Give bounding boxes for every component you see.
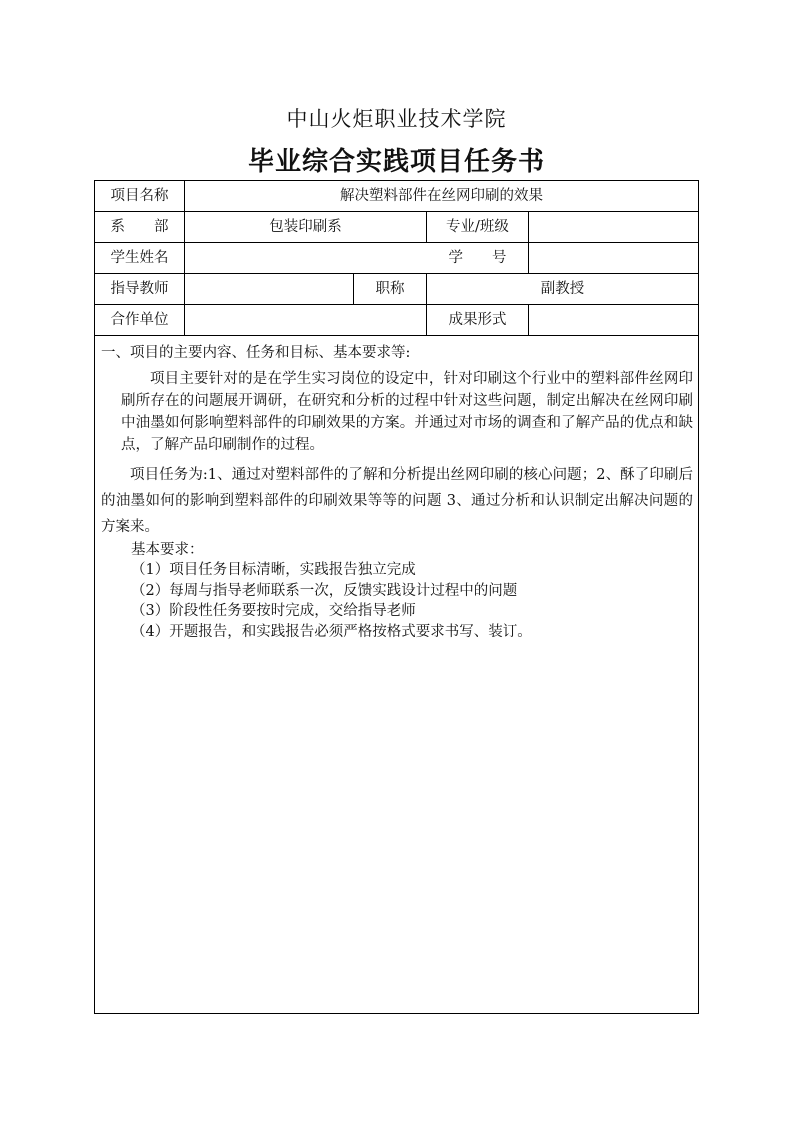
student-id-label: 学 号 bbox=[448, 250, 507, 266]
department-value: 包装印刷系 bbox=[269, 219, 342, 235]
task-form bbox=[94, 180, 699, 1014]
advisor-value bbox=[185, 274, 353, 304]
major-class-label: 专业/班级 bbox=[446, 219, 509, 235]
job-title-value: 副教授 bbox=[540, 281, 585, 297]
outcome-form-value bbox=[529, 305, 698, 335]
tasks-paragraph: 项目任务为:1、通过对塑料部件的了解和分析提出丝网印刷的核心问题；2、酥了印刷后的油墨如何的影响到塑料部件的印刷效果等等的问题 3、通过分析和认识制定出解决问题的方案来。 bbox=[101, 467, 693, 535]
student-name-value bbox=[185, 243, 426, 273]
project-name-label: 项目名称 bbox=[110, 188, 169, 204]
advisor-label: 指导教师 bbox=[110, 281, 169, 297]
row-divider bbox=[95, 335, 698, 336]
requirement-item: （2）每周与指导老师联系一次，反馈实践设计过程中的问题 bbox=[131, 582, 518, 599]
partner-label: 合作单位 bbox=[110, 312, 169, 328]
requirement-item: （3）阶段性任务要按时完成，交给指导老师 bbox=[131, 603, 416, 619]
school-name: 中山火炬职业技术学院 bbox=[286, 107, 507, 131]
requirement-item: （4）开题报告，和实践报告必须严格按格式要求书写、装订。 bbox=[131, 623, 532, 640]
project-name-value: 解决塑料部件在丝网印刷的效果 bbox=[340, 188, 543, 204]
section-heading: 一、项目的主要内容、任务和目标、基本要求等: bbox=[101, 345, 411, 361]
content-section bbox=[101, 343, 693, 642]
intro-paragraph: 项目主要针对的是在学生实习岗位的设定中，针对印刷这个行业中的塑料部件丝网印刷所存在的问题展开调研，在研究和分析的过程中针对这些问题，制定出解决在丝网印刷中油墨如何影响塑料部件的印刷效果的方案。并通过对市场的调查和了解产品的优点和缺点，了解产品印刷制作的过程。 bbox=[121, 371, 693, 453]
requirements-title: 基本要求： bbox=[131, 542, 204, 558]
requirement-item: （1）项目任务目标清晰，实践报告独立完成 bbox=[131, 562, 416, 578]
outcome-form-label: 成果形式 bbox=[448, 312, 507, 328]
document-title: 毕业综合实践项目任务书 bbox=[247, 147, 545, 177]
partner-value bbox=[185, 305, 426, 335]
student-id-value bbox=[529, 243, 698, 273]
job-title-label: 职称 bbox=[375, 281, 405, 297]
major-class-value bbox=[529, 212, 698, 242]
student-name-label: 学生姓名 bbox=[110, 250, 169, 266]
department-label: 系 部 bbox=[110, 219, 169, 235]
